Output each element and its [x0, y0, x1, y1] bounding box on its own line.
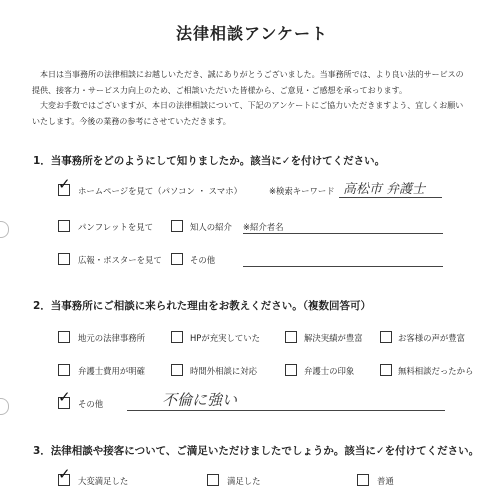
intro-line: 提供、接客力・サービス力向上のため、ご相談いただいた皆様から、ご意見・ご感想を承っております。 [32, 85, 408, 95]
q3-option-label: 大変満足した [78, 476, 129, 486]
check-mark-icon: ✓ [58, 175, 71, 193]
q2-option-checkbox[interactable] [171, 331, 183, 343]
intro-text [32, 67, 480, 130]
q2-option-label: HPが充実していた [190, 333, 260, 343]
q1-homepage-label: ホームページを見て（パソコン ・ スマホ） [78, 186, 242, 196]
q2-option-label: 無料相談だったから [398, 366, 474, 376]
q1-referrer-label: ※紹介者名 [243, 222, 284, 232]
q1-other-checkbox[interactable] [171, 253, 183, 265]
q1-referral-checkbox[interactable] [171, 220, 183, 232]
q1-pamphlet-label: パンフレットを見て [78, 222, 153, 232]
q2-option-checkbox[interactable] [171, 364, 183, 376]
intro-line: 大変お手数ではございますが、本日の法律相談について、下記のアンケートにご協力いただきますよう、宜しくお願い [40, 101, 464, 111]
q1-ad-checkbox[interactable] [58, 253, 70, 265]
q1-pamphlet-checkbox[interactable] [58, 220, 70, 232]
q2-option-label: 解決実績が豊富 [304, 333, 363, 343]
q1-keyword-label: ※検索キーワード [269, 186, 335, 196]
q2-option-label: 弁護士の印象 [304, 366, 355, 376]
intro-line: いたします。今後の業務の参考にさせていただきます。 [32, 117, 231, 127]
question-2-heading: 2．当事務所にご相談に来られた理由をお教えください。（複数回答可） [33, 300, 372, 312]
q3-option-label: 普通 [377, 476, 394, 486]
q2-other-line [127, 410, 445, 411]
q1-keyword-line [339, 197, 442, 198]
q2-option-checkbox[interactable] [58, 331, 70, 343]
question-3-heading: 3．法律相談や接客について、ご満足いただけましたでしょうか。該当に✓を付けてください。 [33, 445, 480, 457]
binder-hole-bottom [0, 398, 9, 415]
q3-option-label: 満足した [227, 476, 261, 486]
q2-other-label: その他 [78, 399, 104, 409]
q1-referral-label: 知人の紹介 [190, 222, 232, 232]
q1-other-line[interactable] [243, 266, 443, 267]
intro-line: 本日は当事務所の法律相談にお越しいただき、誠にありがとうございました。当事務所では、より良い法的サービスの [40, 70, 464, 79]
page-title: 法律相談アンケート [175, 24, 329, 43]
check-mark-icon: ✓ [58, 465, 71, 483]
q2-option-checkbox[interactable] [380, 364, 392, 376]
q2-option-label: お客様の声が豊富 [398, 333, 465, 343]
q1-referrer-line[interactable] [243, 233, 443, 234]
q1-other-label: その他 [190, 255, 216, 265]
q2-option-label: 地元の法律事務所 [78, 333, 145, 343]
q3-option-checkbox[interactable] [357, 474, 369, 486]
q1-ad-label: 広報・ポスターを見て [78, 255, 162, 265]
q2-other-handwriting[interactable]: 不倫に強い [162, 391, 238, 409]
q2-option-checkbox[interactable] [58, 364, 70, 376]
q1-keyword-handwriting[interactable]: 高松市 弁護士 [343, 182, 426, 197]
q2-option-checkbox[interactable] [380, 331, 392, 343]
q3-option-checkbox[interactable] [207, 474, 219, 486]
check-mark-icon: ✓ [58, 388, 71, 406]
binder-hole-top [0, 221, 9, 238]
q2-option-label: 弁護士費用が明確 [78, 366, 145, 376]
question-1-heading: 1．当事務所をどのようにして知りましたか。該当に✓を付けてください。 [33, 155, 386, 167]
q2-option-checkbox[interactable] [285, 364, 297, 376]
q2-option-checkbox[interactable] [285, 331, 297, 343]
q2-option-label: 時間外相談に対応 [190, 366, 257, 376]
